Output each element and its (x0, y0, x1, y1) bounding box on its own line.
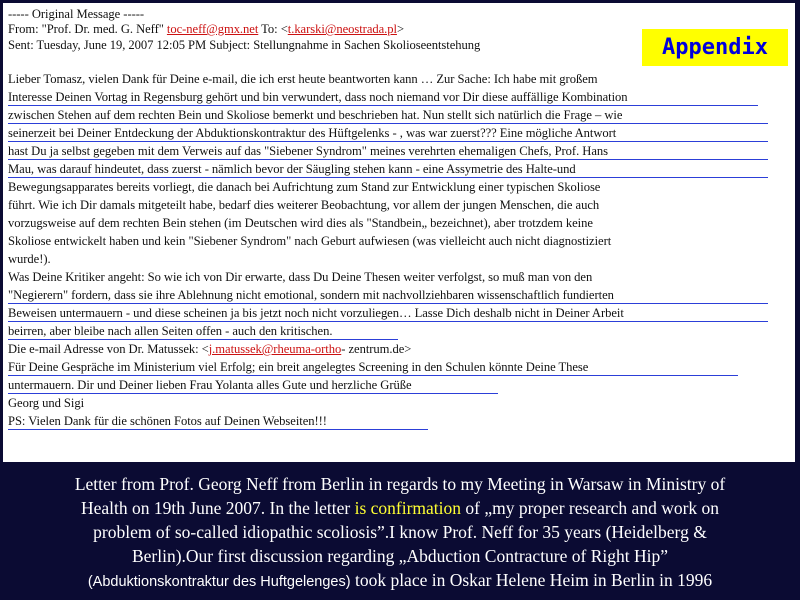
body-line: wurde!). (8, 252, 51, 266)
recipient-email-link[interactable]: t.karski@neostrada.pl (287, 22, 397, 36)
to-suffix: > (396, 22, 404, 36)
closing-line: untermauern. Dir und Deiner lieben Frau Yolanta alles Gute und herzliche Grüße (8, 378, 412, 392)
caption-line: Letter from Prof. Georg Neff from Berlin in regards to my Meeting in Warsaw in Ministry of (74, 474, 726, 494)
from-label: From: "Prof. Dr. med. G. Neff" (8, 22, 167, 36)
underline-rule (8, 339, 398, 340)
signature: Georg und Sigi (8, 396, 85, 410)
slide-caption (0, 468, 800, 600)
caption-text: took place in Oskar Helene Heim in Berlin in 1996 (350, 570, 713, 590)
sent-subject-line: Sent: Tuesday, June 19, 2007 12:05 PM Subject: Stellungnahme in Sachen Skolioseentstehung (8, 38, 481, 52)
body-line: Was Deine Kritiker angeht: So wie ich von Dir erwarte, dass Du Deine Thesen weiter verfolgst, so muß man von den (8, 270, 593, 284)
body-line: führt. Wie ich Dir damals mitgeteilt habe, bedarf dies weiterer Beobachtung, vor allem der jungen Menschen, die auch (8, 198, 600, 212)
body-line: Bewegungsapparates bereits vorliegt, die danach bei Aufrichtung zum Stand zur Entwicklung einer typischen Skoliose (8, 180, 601, 194)
caption-line (0, 568, 800, 594)
matussek-suffix: - zentrum.de> (341, 342, 412, 356)
underline-rule (8, 123, 768, 124)
body-line: Interesse Deinen Vortag in Regensburg gehört und bin verwundert, dass noch niemand vor Dir diese auffällige Kombination (8, 90, 628, 104)
body-line: Lieber Tomasz, vielen Dank für Deine e-mail, die ich erst heute beantworten kann … Zur Sache: Ich habe mit großem (8, 72, 598, 86)
closing-line: Für Deine Gespräche im Ministerium viel Erfolg; ein breit angelegtes Screening in den Schulen könnte Deine These (8, 360, 589, 374)
body-line: "Negierern" fordern, dass sie ihre Ablehnung nicht emotional, sondern mit nachvollziehbaren wissenschaftlich fundierten (8, 288, 614, 302)
body-line: hast Du ja selbst gegeben mit dem Verweis auf das "Siebener Syndrom" meines verehrten ehemaligen Chefs, Prof. Hans (8, 144, 608, 158)
underline-rule (8, 177, 768, 178)
postscript: PS: Vielen Dank für die schönen Fotos auf Deinen Webseiten!!! (8, 414, 327, 428)
matussek-email-link[interactable]: j.matussek@rheuma-ortho (208, 342, 342, 356)
body-line: Skoliose entwickelt haben und kein "Siebener Syndrom" nach Geburt aufwiesen (was vielleicht auch nicht diagnostiziert (8, 234, 612, 248)
caption-highlight: is confirmation (354, 498, 462, 518)
underline-rule (8, 321, 768, 322)
underline-rule (8, 429, 428, 430)
caption-text: of „my proper research and work on (461, 498, 720, 518)
email-screenshot (3, 3, 795, 462)
appendix-badge: Appendix (642, 29, 788, 66)
body-line: seinerzeit bei Deiner Entdeckung der Abduktionskontraktur des Hüftgelenks - , was war zuerst??? Eine mögliche Antwort (8, 126, 617, 140)
body-line: Mau, was darauf hindeutet, dass zuerst - nämlich bevor der Säugling stehen kann - eine Assymetrie des Halte-und (8, 162, 576, 176)
to-label: To: < (258, 22, 288, 36)
caption-line (0, 496, 800, 520)
underline-rule (8, 141, 768, 142)
sender-email-link[interactable]: toc-neff@gmx.net (166, 22, 259, 36)
body-line: Beweisen untermauern - und diese scheinen ja bis jetzt noch nicht vorzuliegen… Lasse Dich deshalb nicht in Deiner Arbeit (8, 306, 624, 320)
caption-line: problem of so-called idiopathic scoliosis”.I know Prof. Neff for 35 years (Heidelberg & (93, 522, 707, 542)
caption-text: Health on 19th June 2007. In the letter (80, 498, 355, 518)
underline-rule (8, 393, 498, 394)
body-line: zwischen Stehen auf dem rechten Bein und Skoliose bemerkt und beschrieben hat. Nun stellt sich natürlich die Frage – wie (8, 108, 623, 122)
matussek-line (8, 342, 411, 357)
underline-rule (8, 375, 738, 376)
from-line (8, 22, 404, 37)
underline-rule (8, 105, 758, 106)
body-line: vorzugsweise auf dem rechten Bein stehen (im Deutschen wird dies als "Standbein„ bezeichnet), aber trotzdem keine (8, 216, 593, 230)
original-message-label: ----- Original Message ----- (8, 7, 145, 21)
body-line: beirren, aber bleibe nach allen Seiten offen - auch den kritischen. (8, 324, 333, 338)
matussek-label: Die e-mail Adresse von Dr. Matussek: < (8, 342, 209, 356)
underline-rule (8, 159, 768, 160)
underline-rule (8, 303, 768, 304)
caption-line: Berlin).Our first discussion regarding „Abduction Contracture of Right Hip” (131, 546, 669, 566)
caption-german-term: (Abduktionskontraktur des Huftgelenges) (87, 574, 351, 590)
